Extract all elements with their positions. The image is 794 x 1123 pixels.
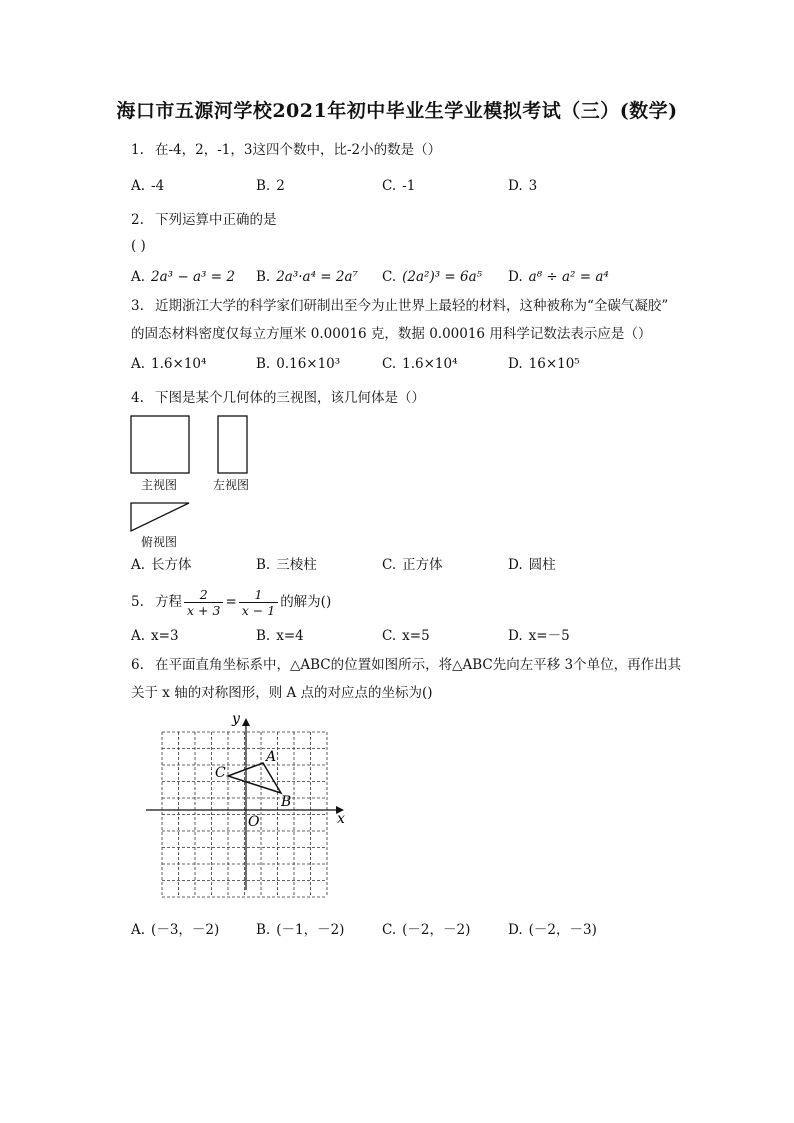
option-1d[interactable]: D. 3: [508, 178, 538, 194]
option-5c[interactable]: C. x=5: [382, 628, 430, 644]
option-6b[interactable]: B. (－1，－2): [256, 922, 345, 938]
question-text: 下列运算中正确的是: [155, 212, 277, 228]
option-3a[interactable]: A. 1.6×10⁴: [131, 356, 207, 372]
point-a-label: A: [266, 749, 277, 765]
question-number: 4.: [131, 390, 144, 406]
question-text: 近期浙江大学的科学家们研制出至今为止世界上最轻的材料，这种被称为“全碳气凝胶”: [155, 298, 669, 314]
option-2a[interactable]: A. 2a³ − a³ = 2: [131, 269, 235, 285]
option-3b[interactable]: B. 0.16×10³: [256, 356, 341, 372]
question-text: 在平面直角坐标系中，△ABC的位置如图所示，将△ABC先向左平移 3个单位，再作出其: [155, 657, 682, 673]
question-3-line2: 的固态材料密度仅每立方厘米 0.00016 克，数据 0.00016 用科学记数法表示应是（）: [131, 326, 652, 342]
option-5b[interactable]: B. x=4: [256, 628, 304, 644]
y-axis-label: y: [232, 711, 240, 727]
option-1a[interactable]: A. -4: [131, 178, 165, 194]
option-4a[interactable]: A. 长方体: [131, 557, 192, 573]
page-title: 海口市五源河学校2021年初中毕业生学业模拟考试（三）(数学): [116, 100, 678, 122]
option-6d[interactable]: D. (－2，－3): [508, 922, 597, 938]
option-5d[interactable]: D. x=－5: [508, 628, 570, 644]
option-5a[interactable]: A. x=3: [131, 628, 179, 644]
front-view-caption: 主视图: [141, 478, 178, 492]
option-4b[interactable]: B. 三棱柱: [256, 557, 317, 573]
triangle-abc: [228, 763, 281, 793]
question-2-line2: ( ): [131, 238, 146, 254]
question-text-post: 的解为(): [280, 594, 332, 610]
left-view-caption: 左视图: [213, 478, 250, 492]
top-view-caption: 俯视图: [141, 535, 178, 549]
question-number: 3.: [131, 298, 144, 314]
option-4c[interactable]: C. 正方体: [382, 557, 443, 573]
question-number: 2.: [131, 212, 144, 228]
question-text: 下图是某个几何体的三视图，该几何体是（）: [155, 390, 425, 406]
option-1c[interactable]: C. -1: [382, 178, 416, 194]
option-6a[interactable]: A. (－3，－2): [131, 922, 220, 938]
question-number: 6.: [131, 657, 144, 673]
y-axis-arrow: [242, 718, 250, 726]
option-6c[interactable]: C. (－2，－2): [382, 922, 471, 938]
option-4d[interactable]: D. 圆柱: [508, 557, 556, 573]
fraction-left: $\frac{2}{x + 3}$: [184, 587, 223, 618]
option-2c[interactable]: C. (2a²)³ = 6a⁵: [382, 269, 483, 285]
x-axis-label: x: [337, 811, 345, 827]
question-number: 5.: [131, 594, 144, 610]
question-text: 在-4，2，-1，3这四个数中，比-2小的数是（）: [155, 142, 442, 158]
option-1b[interactable]: B. 2: [256, 178, 285, 194]
dashed-grid: [162, 732, 327, 897]
question-6-line2: 关于 x 轴的对称图形，则 A 点的对应点的坐标为(): [131, 685, 433, 701]
equals-sign: =: [225, 594, 237, 610]
option-2d[interactable]: D. a⁸ ÷ a² = a⁴: [508, 269, 609, 285]
option-3d[interactable]: D. 16×10⁵: [508, 356, 580, 372]
point-c-label: C: [215, 765, 226, 781]
question-number: 1.: [131, 142, 144, 158]
option-2b[interactable]: B. 2a³·a⁴ = 2a⁷: [256, 269, 358, 285]
origin-label: O: [248, 814, 260, 830]
option-3c[interactable]: C. 1.6×10⁴: [382, 356, 458, 372]
question-text-pre: 方程: [155, 594, 182, 610]
fraction-right: $\frac{1}{x - 1}$: [239, 587, 278, 618]
point-b-label: B: [281, 794, 292, 810]
